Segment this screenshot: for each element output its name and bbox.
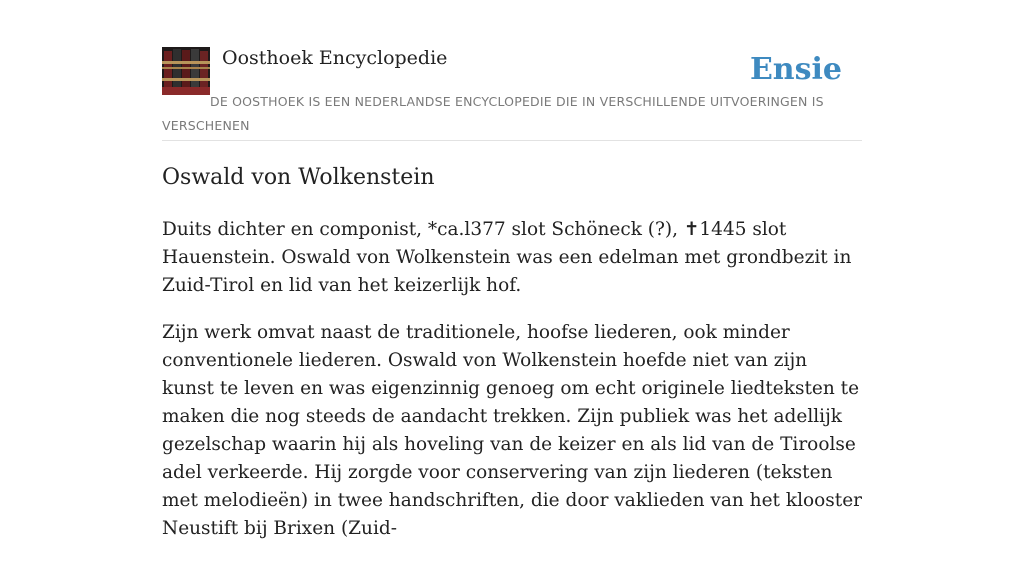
article-title: Oswald von Wolkenstein [162, 165, 435, 190]
article-paragraph: Zijn werk omvat naast de traditionele, hoofse liederen, ook minder conventionele liederen. Oswald von Wolkenstein hoefde niet van zijn kunst te leven en was eigenzinnig genoeg om echt originele liedteksten te maken die nog steeds de aandacht trekken. Zijn publiek was het adellijk gezelschap waarin hij als hoveling van de keizer en als lid van de Tiroolse adel verkeerde. Hij zorgde voor conservering van zijn liederen (teksten met melodieën) in twee handschriften, die door vaklieden van het klooster Neustift bij Brixen (Zuid- [162, 322, 862, 539]
page [162, 0, 862, 539]
encyclopedia-books-avatar-icon[interactable] [162, 47, 210, 95]
brand-logo[interactable]: Ensie [749, 52, 842, 87]
site-name[interactable]: Oosthoek Encyclopedie [222, 47, 448, 69]
article-paragraph: Duits dichter en componist, *ca.l377 slot Schöneck (?), ✝1445 slot Hauenstein. Oswald von Wolkenstein was een edelman met grondbezit in Zuid-Tirol en lid van het keizerlijk hof. [162, 219, 852, 296]
site-tagline: DE OOSTHOEK IS EEN NEDERLANDSE ENCYCLOPEDIE DIE IN VERSCHILLENDE UITVOERINGEN IS VERSCHENEN [162, 94, 824, 133]
article-body [162, 216, 862, 562]
site-header [162, 0, 862, 141]
